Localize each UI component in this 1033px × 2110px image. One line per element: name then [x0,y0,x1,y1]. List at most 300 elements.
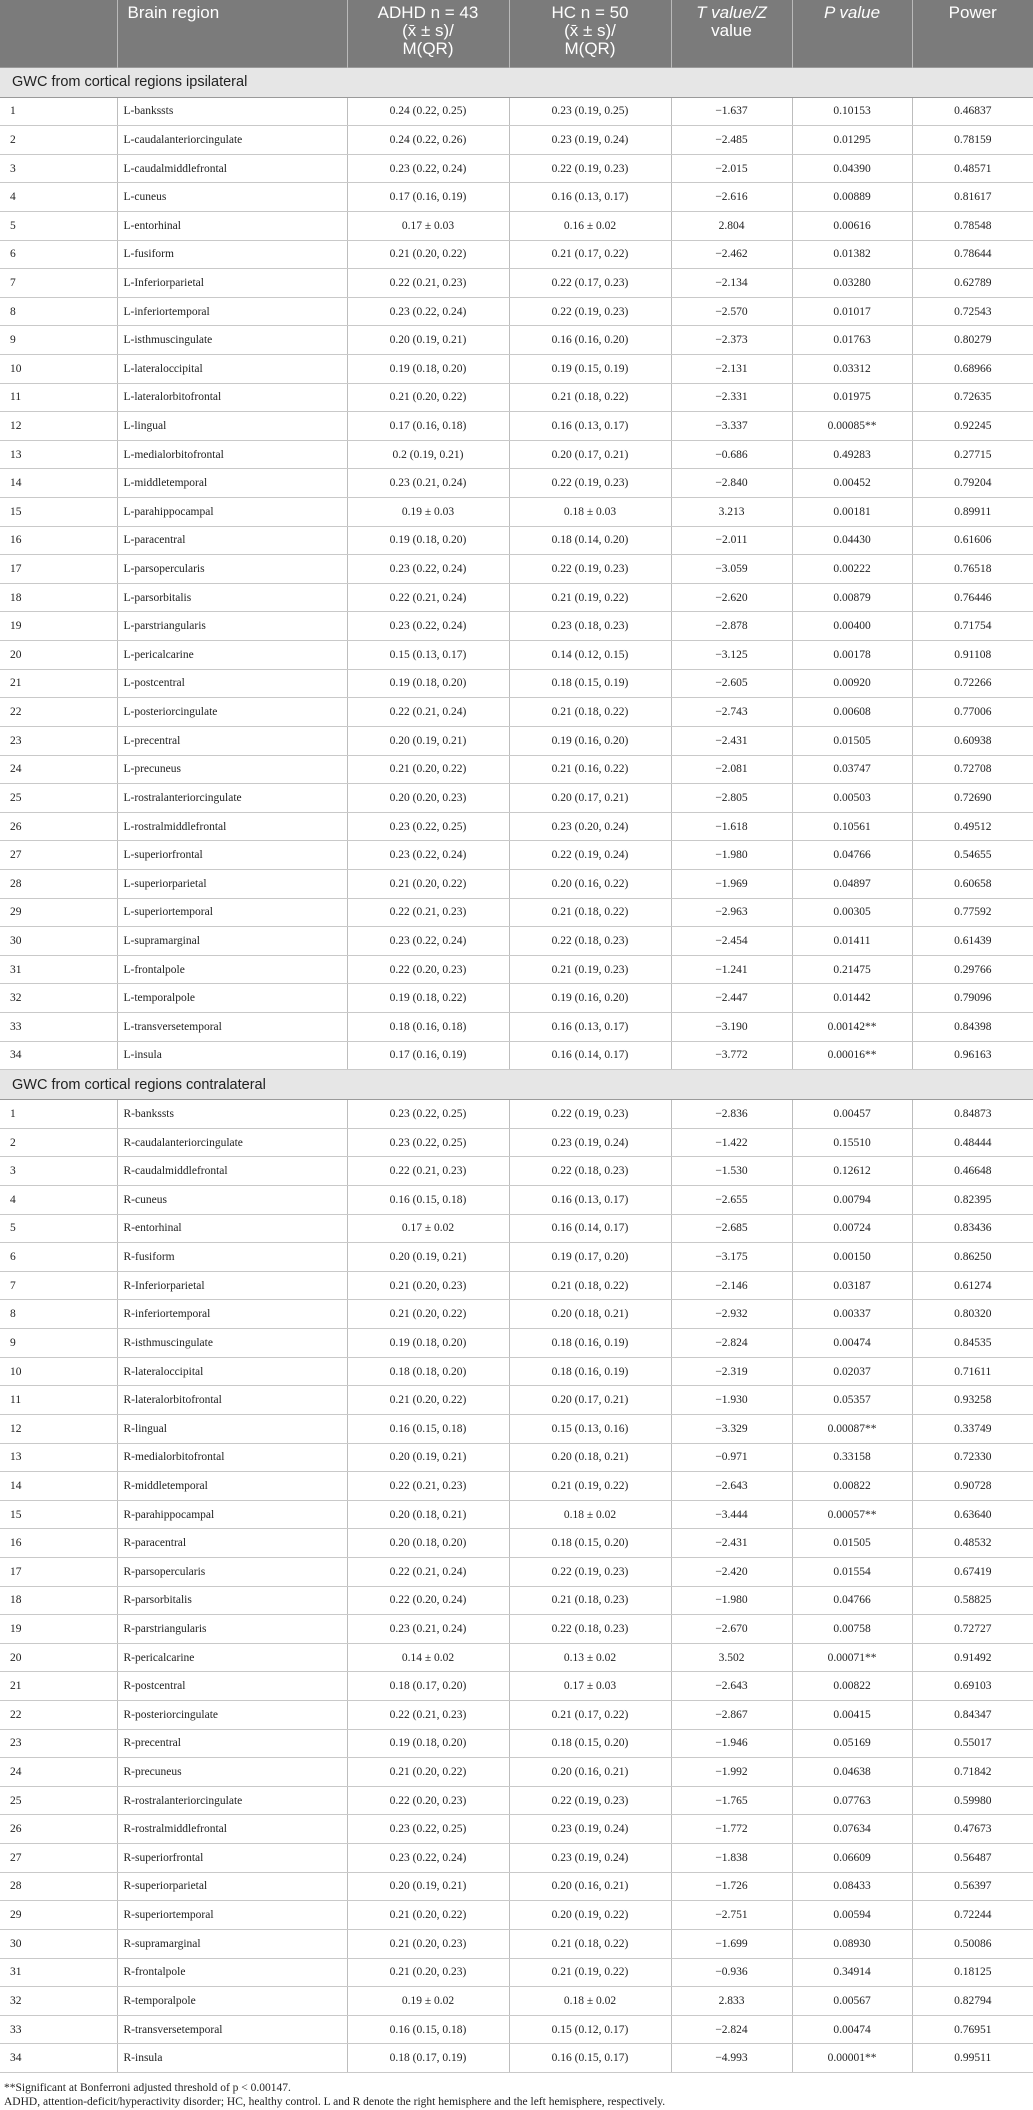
hc-value-cell: 0.20 (0.18, 0.21) [509,1300,671,1329]
row-index: 26 [0,812,117,841]
p-value-cell: 0.00822 [792,1472,912,1501]
t-value-cell: −1.699 [671,1929,792,1958]
p-value-cell: 0.01295 [792,126,912,155]
header-t-line1: T value/Z [696,3,767,22]
header-row [0,0,1033,67]
p-value-cell: 0.04390 [792,154,912,183]
row-index: 33 [0,2015,117,2044]
row-index: 19 [0,1615,117,1644]
section-header [0,67,1033,97]
hc-value-cell: 0.22 (0.18, 0.23) [509,1157,671,1186]
brain-region-cell: R-cuneus [117,1186,347,1215]
hc-value-cell: 0.21 (0.17, 0.22) [509,240,671,269]
adhd-value-cell: 0.22 (0.21, 0.23) [347,1157,509,1186]
p-value-cell: 0.07634 [792,1815,912,1844]
row-index: 23 [0,1729,117,1758]
hc-value-cell: 0.18 (0.15, 0.20) [509,1529,671,1558]
adhd-value-cell: 0.14 ± 0.02 [347,1643,509,1672]
t-value-cell: −1.618 [671,812,792,841]
table-row [0,383,1033,412]
t-value-cell: −3.337 [671,412,792,441]
row-index: 5 [0,211,117,240]
p-value-cell: 0.05169 [792,1729,912,1758]
power-cell: 0.56397 [912,1872,1033,1901]
power-cell: 0.99511 [912,2044,1033,2073]
power-cell: 0.91492 [912,1643,1033,1672]
adhd-value-cell: 0.22 (0.21, 0.24) [347,583,509,612]
t-value-cell: −2.570 [671,297,792,326]
hc-value-cell: 0.17 ± 0.03 [509,1672,671,1701]
brain-region-cell: L-transversetemporal [117,1013,347,1042]
brain-region-cell: L-rostralmiddlefrontal [117,812,347,841]
p-value-cell: 0.00222 [792,555,912,584]
hc-value-cell: 0.19 (0.15, 0.19) [509,354,671,383]
row-index: 25 [0,784,117,813]
p-value-cell: 0.00178 [792,641,912,670]
row-index: 27 [0,841,117,870]
p-value-cell: 0.00724 [792,1214,912,1243]
table-row [0,1329,1033,1358]
row-index: 4 [0,1186,117,1215]
power-cell: 0.60658 [912,869,1033,898]
table-row [0,269,1033,298]
row-index: 30 [0,927,117,956]
section-title: GWC from cortical regions ipsilateral [0,67,1033,97]
p-value-cell: 0.02037 [792,1357,912,1386]
table-row [0,1844,1033,1873]
power-cell: 0.91108 [912,641,1033,670]
p-value-cell: 0.00071** [792,1643,912,1672]
adhd-value-cell: 0.17 (0.16, 0.18) [347,412,509,441]
power-cell: 0.84873 [912,1100,1033,1129]
p-value-cell: 0.00087** [792,1414,912,1443]
row-index: 28 [0,869,117,898]
table-row [0,1100,1033,1129]
row-index: 17 [0,555,117,584]
p-value-cell: 0.03312 [792,354,912,383]
p-value-cell: 0.00474 [792,2015,912,2044]
footnotes [0,2073,953,2109]
row-index: 31 [0,1958,117,1987]
table-row [0,583,1033,612]
table-row [0,1386,1033,1415]
hc-value-cell: 0.23 (0.19, 0.24) [509,126,671,155]
t-value-cell: −2.643 [671,1472,792,1501]
power-cell: 0.61606 [912,526,1033,555]
hc-value-cell: 0.19 (0.16, 0.20) [509,726,671,755]
table-row [0,698,1033,727]
p-value-cell: 0.01554 [792,1557,912,1586]
t-value-cell: −2.643 [671,1672,792,1701]
power-cell: 0.72708 [912,755,1033,784]
header-t-value [671,0,792,67]
adhd-value-cell: 0.16 (0.15, 0.18) [347,1186,509,1215]
row-index: 17 [0,1557,117,1586]
p-value-cell: 0.01017 [792,297,912,326]
power-cell: 0.55017 [912,1729,1033,1758]
table-row [0,1586,1033,1615]
t-value-cell: −2.655 [671,1186,792,1215]
t-value-cell: −2.015 [671,154,792,183]
t-value-cell: −1.530 [671,1157,792,1186]
t-value-cell: −2.431 [671,726,792,755]
hc-value-cell: 0.23 (0.18, 0.23) [509,612,671,641]
p-value-cell: 0.00474 [792,1329,912,1358]
header-adhd-line1: ADHD n = 43 [377,3,479,22]
t-value-cell: −1.765 [671,1786,792,1815]
table-row [0,1786,1033,1815]
brain-region-cell: R-isthmuscingulate [117,1329,347,1358]
power-cell: 0.93258 [912,1386,1033,1415]
row-index: 24 [0,755,117,784]
power-cell: 0.82395 [912,1186,1033,1215]
table-row [0,1414,1033,1443]
row-index: 3 [0,1157,117,1186]
hc-value-cell: 0.22 (0.19, 0.23) [509,555,671,584]
power-cell: 0.78159 [912,126,1033,155]
p-value-cell: 0.00001** [792,2044,912,2073]
p-value-cell: 0.01505 [792,726,912,755]
brain-region-cell: R-Inferiorparietal [117,1271,347,1300]
adhd-value-cell: 0.16 (0.15, 0.18) [347,1414,509,1443]
brain-region-cell: L-parsorbitalis [117,583,347,612]
hc-value-cell: 0.21 (0.17, 0.22) [509,1701,671,1730]
t-value-cell: −1.980 [671,1586,792,1615]
brain-region-cell: R-posteriorcingulate [117,1701,347,1730]
adhd-value-cell: 0.22 (0.21, 0.24) [347,1557,509,1586]
adhd-value-cell: 0.23 (0.22, 0.25) [347,1815,509,1844]
power-cell: 0.61439 [912,927,1033,956]
hc-value-cell: 0.16 (0.14, 0.17) [509,1214,671,1243]
row-index: 31 [0,955,117,984]
table-row [0,126,1033,155]
power-cell: 0.90728 [912,1472,1033,1501]
brain-region-cell: R-postcentral [117,1672,347,1701]
p-value-cell: 0.34914 [792,1958,912,1987]
power-cell: 0.48532 [912,1529,1033,1558]
hc-value-cell: 0.16 (0.15, 0.17) [509,2044,671,2073]
row-index: 13 [0,1443,117,1472]
t-value-cell: −2.081 [671,755,792,784]
hc-value-cell: 0.23 (0.19, 0.24) [509,1815,671,1844]
t-value-cell: −2.743 [671,698,792,727]
hc-value-cell: 0.21 (0.18, 0.22) [509,898,671,927]
p-value-cell: 0.00305 [792,898,912,927]
brain-region-cell: L-frontalpole [117,955,347,984]
p-value-cell: 0.00142** [792,1013,912,1042]
hc-value-cell: 0.20 (0.18, 0.21) [509,1443,671,1472]
brain-region-cell: R-precentral [117,1729,347,1758]
t-value-cell: −2.331 [671,383,792,412]
row-index: 32 [0,1987,117,2016]
adhd-value-cell: 0.20 (0.19, 0.21) [347,326,509,355]
hc-value-cell: 0.18 (0.16, 0.19) [509,1357,671,1386]
adhd-value-cell: 0.21 (0.20, 0.22) [347,755,509,784]
table-row [0,841,1033,870]
header-adhd-line3: M(QR) [402,39,454,58]
power-cell: 0.72543 [912,297,1033,326]
brain-region-cell: L-lingual [117,412,347,441]
brain-region-cell: R-fusiform [117,1243,347,1272]
power-cell: 0.63640 [912,1500,1033,1529]
brain-region-cell: L-superiorfrontal [117,841,347,870]
hc-value-cell: 0.18 (0.14, 0.20) [509,526,671,555]
hc-value-cell: 0.15 (0.12, 0.17) [509,2015,671,2044]
brain-region-cell: R-supramarginal [117,1929,347,1958]
power-cell: 0.72330 [912,1443,1033,1472]
table-row [0,97,1033,126]
adhd-value-cell: 0.20 (0.19, 0.21) [347,1872,509,1901]
row-index: 12 [0,412,117,441]
p-value-cell: 0.00920 [792,669,912,698]
hc-value-cell: 0.20 (0.19, 0.22) [509,1901,671,1930]
adhd-value-cell: 0.20 (0.19, 0.21) [347,1243,509,1272]
brain-region-cell: L-posteriorcingulate [117,698,347,727]
adhd-value-cell: 0.21 (0.20, 0.22) [347,1300,509,1329]
power-cell: 0.84398 [912,1013,1033,1042]
hc-value-cell: 0.21 (0.19, 0.22) [509,1958,671,1987]
table-row [0,726,1033,755]
hc-value-cell: 0.15 (0.13, 0.16) [509,1414,671,1443]
row-index: 7 [0,1271,117,1300]
power-cell: 0.46648 [912,1157,1033,1186]
table-row [0,1041,1033,1070]
hc-value-cell: 0.18 (0.15, 0.19) [509,669,671,698]
brain-region-cell: L-inferiortemporal [117,297,347,326]
t-value-cell: −2.824 [671,2015,792,2044]
t-value-cell: −2.670 [671,1615,792,1644]
brain-region-cell: R-medialorbitofrontal [117,1443,347,1472]
hc-value-cell: 0.22 (0.19, 0.23) [509,297,671,326]
adhd-value-cell: 0.20 (0.18, 0.20) [347,1529,509,1558]
hc-value-cell: 0.23 (0.19, 0.24) [509,1128,671,1157]
power-cell: 0.33749 [912,1414,1033,1443]
p-value-cell: 0.49283 [792,440,912,469]
t-value-cell: −3.444 [671,1500,792,1529]
hc-value-cell: 0.18 ± 0.02 [509,1500,671,1529]
t-value-cell: −1.980 [671,841,792,870]
brain-region-cell: L-paracentral [117,526,347,555]
p-value-cell: 0.00452 [792,469,912,498]
adhd-value-cell: 0.20 (0.18, 0.21) [347,1500,509,1529]
p-value-cell: 0.01442 [792,984,912,1013]
p-value-cell: 0.00337 [792,1300,912,1329]
t-value-cell: −2.420 [671,1557,792,1586]
adhd-value-cell: 0.2 (0.19, 0.21) [347,440,509,469]
hc-value-cell: 0.22 (0.19, 0.23) [509,1786,671,1815]
table-row [0,1987,1033,2016]
row-index: 8 [0,297,117,326]
t-value-cell: −2.319 [671,1357,792,1386]
row-index: 4 [0,183,117,212]
brain-region-cell: L-caudalanteriorcingulate [117,126,347,155]
p-value-cell: 0.01505 [792,1529,912,1558]
brain-region-cell: L-lateralorbitofrontal [117,383,347,412]
hc-value-cell: 0.21 (0.19, 0.22) [509,1472,671,1501]
row-index: 27 [0,1844,117,1873]
table-body [0,67,1033,2072]
brain-region-cell: R-pericalcarine [117,1643,347,1672]
brain-region-cell: L-precentral [117,726,347,755]
row-index: 7 [0,269,117,298]
power-cell: 0.72635 [912,383,1033,412]
row-index: 2 [0,126,117,155]
power-cell: 0.62789 [912,269,1033,298]
p-value-cell: 0.00879 [792,583,912,612]
row-index: 22 [0,698,117,727]
row-index: 26 [0,1815,117,1844]
table-row [0,1357,1033,1386]
p-value-cell: 0.15510 [792,1128,912,1157]
hc-value-cell: 0.22 (0.19, 0.23) [509,154,671,183]
adhd-value-cell: 0.23 (0.22, 0.24) [347,555,509,584]
power-cell: 0.76951 [912,2015,1033,2044]
brain-region-cell: R-inferiortemporal [117,1300,347,1329]
hc-value-cell: 0.21 (0.18, 0.22) [509,383,671,412]
table-row [0,1271,1033,1300]
p-value-cell: 0.00616 [792,211,912,240]
t-value-cell: −2.131 [671,354,792,383]
p-value-cell: 0.00457 [792,1100,912,1129]
adhd-value-cell: 0.21 (0.20, 0.22) [347,383,509,412]
power-cell: 0.58825 [912,1586,1033,1615]
p-value-cell: 0.04766 [792,841,912,870]
adhd-value-cell: 0.21 (0.20, 0.22) [347,1386,509,1415]
p-value-cell: 0.01382 [792,240,912,269]
row-index: 16 [0,1529,117,1558]
power-cell: 0.72244 [912,1901,1033,1930]
t-value-cell: −2.932 [671,1300,792,1329]
adhd-value-cell: 0.20 (0.20, 0.23) [347,784,509,813]
adhd-value-cell: 0.23 (0.22, 0.24) [347,612,509,641]
table-row [0,641,1033,670]
row-index: 14 [0,1472,117,1501]
t-value-cell: −0.936 [671,1958,792,1987]
power-cell: 0.96163 [912,1041,1033,1070]
row-index: 16 [0,526,117,555]
t-value-cell: −1.969 [671,869,792,898]
adhd-value-cell: 0.21 (0.20, 0.22) [347,869,509,898]
p-value-cell: 0.00057** [792,1500,912,1529]
table-row [0,1901,1033,1930]
t-value-cell: −1.992 [671,1758,792,1787]
row-index: 12 [0,1414,117,1443]
power-cell: 0.59980 [912,1786,1033,1815]
hc-value-cell: 0.23 (0.19, 0.25) [509,97,671,126]
t-value-cell: −3.772 [671,1041,792,1070]
table-row [0,498,1033,527]
power-cell: 0.92245 [912,412,1033,441]
brain-region-cell: R-bankssts [117,1100,347,1129]
t-value-cell: −2.616 [671,183,792,212]
p-value-cell: 0.00794 [792,1186,912,1215]
p-value-cell: 0.00503 [792,784,912,813]
row-index: 14 [0,469,117,498]
header-p-label: P value [823,3,881,22]
brain-region-cell: L-rostralanteriorcingulate [117,784,347,813]
t-value-cell: −0.686 [671,440,792,469]
row-index: 10 [0,1357,117,1386]
p-value-cell: 0.03280 [792,269,912,298]
hc-value-cell: 0.22 (0.18, 0.23) [509,1615,671,1644]
t-value-cell: −2.867 [671,1701,792,1730]
row-index: 20 [0,641,117,670]
adhd-value-cell: 0.21 (0.20, 0.23) [347,1958,509,1987]
adhd-value-cell: 0.18 (0.16, 0.18) [347,1013,509,1042]
table-row [0,984,1033,1013]
t-value-cell: −1.241 [671,955,792,984]
table-row [0,2044,1033,2073]
row-index: 9 [0,326,117,355]
table-row [0,1500,1033,1529]
power-cell: 0.71611 [912,1357,1033,1386]
adhd-value-cell: 0.19 ± 0.03 [347,498,509,527]
row-index: 1 [0,97,117,126]
brain-region-cell: L-superiortemporal [117,898,347,927]
hc-value-cell: 0.19 (0.16, 0.20) [509,984,671,1013]
power-cell: 0.49512 [912,812,1033,841]
brain-region-cell: L-Inferiorparietal [117,269,347,298]
p-value-cell: 0.00567 [792,1987,912,2016]
t-value-cell: 2.833 [671,1987,792,2016]
row-index: 15 [0,498,117,527]
brain-region-cell: R-temporalpole [117,1987,347,2016]
power-cell: 0.71754 [912,612,1033,641]
adhd-value-cell: 0.20 (0.19, 0.21) [347,1443,509,1472]
adhd-value-cell: 0.15 (0.13, 0.17) [347,641,509,670]
adhd-value-cell: 0.23 (0.22, 0.25) [347,1100,509,1129]
t-value-cell: −2.011 [671,526,792,555]
hc-value-cell: 0.16 (0.16, 0.20) [509,326,671,355]
table-row [0,1186,1033,1215]
brain-region-cell: R-parahippocampal [117,1500,347,1529]
p-value-cell: 0.00608 [792,698,912,727]
table-row [0,612,1033,641]
hc-value-cell: 0.21 (0.16, 0.22) [509,755,671,784]
t-value-cell: −1.946 [671,1729,792,1758]
brain-region-cell: L-precuneus [117,755,347,784]
row-index: 20 [0,1643,117,1672]
table-row [0,469,1033,498]
table-row [0,1443,1033,1472]
row-index: 33 [0,1013,117,1042]
adhd-value-cell: 0.19 (0.18, 0.20) [347,1729,509,1758]
hc-value-cell: 0.20 (0.17, 0.21) [509,440,671,469]
p-value-cell: 0.12612 [792,1157,912,1186]
row-index: 11 [0,1386,117,1415]
table-row [0,1958,1033,1987]
hc-value-cell: 0.16 (0.13, 0.17) [509,1013,671,1042]
brain-region-cell: R-caudalmiddlefrontal [117,1157,347,1186]
header-t-line2: value [711,21,752,40]
table-row [0,1300,1033,1329]
header-power: Power [912,0,1033,67]
power-cell: 0.27715 [912,440,1033,469]
adhd-value-cell: 0.17 (0.16, 0.19) [347,1041,509,1070]
brain-region-cell: R-lingual [117,1414,347,1443]
brain-region-cell: L-parsopercularis [117,555,347,584]
adhd-value-cell: 0.17 (0.16, 0.19) [347,183,509,212]
table-row [0,1758,1033,1787]
power-cell: 0.82794 [912,1987,1033,2016]
hc-value-cell: 0.21 (0.19, 0.22) [509,583,671,612]
adhd-value-cell: 0.21 (0.20, 0.22) [347,1758,509,1787]
hc-value-cell: 0.21 (0.18, 0.22) [509,698,671,727]
hc-value-cell: 0.19 (0.17, 0.20) [509,1243,671,1272]
row-index: 9 [0,1329,117,1358]
adhd-value-cell: 0.23 (0.22, 0.25) [347,1128,509,1157]
row-index: 5 [0,1214,117,1243]
